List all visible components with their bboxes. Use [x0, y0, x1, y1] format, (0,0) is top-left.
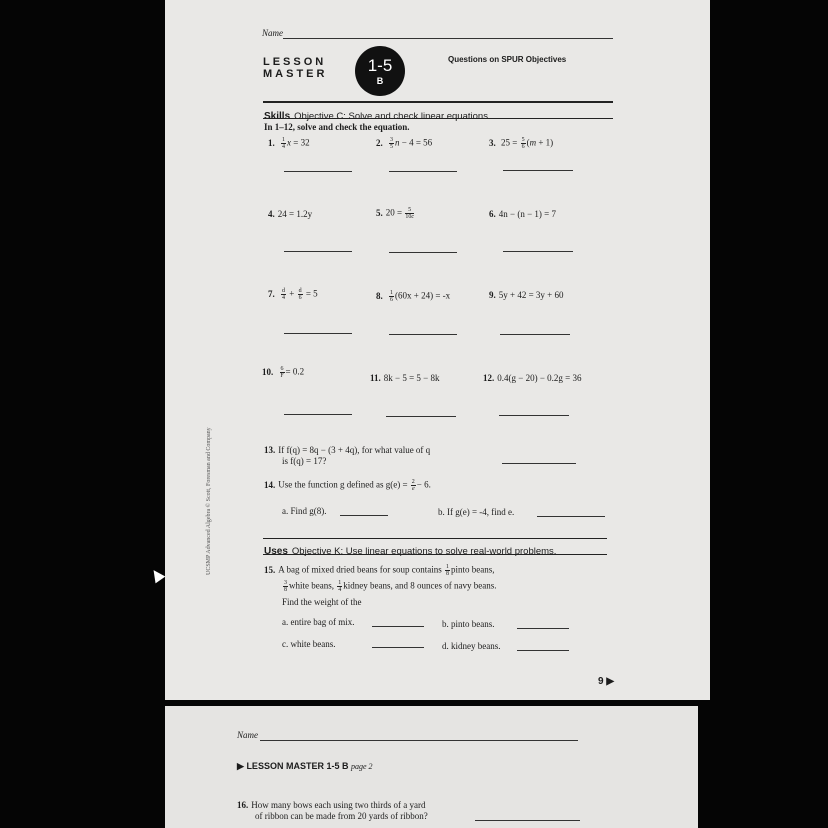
page2-name-field[interactable] [260, 740, 578, 741]
problem-5-number: 5. [376, 207, 383, 218]
name-label: Name [262, 28, 283, 38]
problem-9-number: 9. [489, 290, 496, 300]
problem-12-number: 12. [483, 373, 495, 383]
answer-blank-9[interactable] [500, 334, 570, 335]
problem-7-number: 7. [268, 288, 275, 299]
page2-header-title: LESSON MASTER 1-5 B [246, 761, 349, 771]
question-14-text: Use the function g defined as g(e) = [278, 479, 408, 490]
answer-blank-1[interactable] [284, 171, 352, 172]
question-15a: a. entire bag of mix. [282, 617, 355, 627]
problem-3-number: 3. [489, 137, 496, 148]
play-arrow-icon: ▶ [237, 761, 244, 771]
question-16-number: 16. [237, 800, 249, 810]
fraction: $\frac{1}{6}$ [390, 290, 393, 303]
answer-blank-8[interactable] [389, 334, 457, 335]
problem-4-number: 4. [268, 209, 275, 219]
question-15-line-1-tail: pinto beans, [450, 564, 495, 575]
uses-objective: Objective K: Use linear equations to solve real-world problems. [291, 546, 557, 557]
problem-9 [489, 290, 563, 300]
name-field[interactable] [283, 38, 613, 39]
fraction: $\frac{d}{6}$ [298, 288, 302, 301]
answer-blank-11[interactable] [386, 416, 456, 417]
mouse-cursor [149, 567, 166, 584]
problem-11-equation: 8k − 5 = 5 − 8k [383, 373, 440, 383]
question-15-line-1: A bag of mixed dried beans for soup contains [278, 564, 442, 575]
problem-2-number: 2. [376, 137, 383, 148]
answer-blank-15d[interactable] [517, 650, 569, 651]
problem-8 [376, 290, 450, 303]
worksheet-page-1 [165, 0, 710, 700]
question-14b: b. If g(e) = -4, find e. [438, 507, 515, 517]
page2-name-label: Name [237, 730, 258, 740]
problem-11-number: 11. [370, 373, 381, 383]
uses-divider [263, 554, 607, 555]
problem-4 [268, 209, 312, 219]
uses-word: Uses [264, 546, 288, 557]
problem-12 [483, 373, 581, 383]
page-number [598, 676, 614, 687]
question-13-number: 13. [264, 445, 276, 455]
master-label: MASTER [263, 68, 328, 80]
skills-divider [263, 118, 613, 119]
answer-blank-3[interactable] [503, 170, 573, 171]
question-15-line-3: Find the weight of the [282, 597, 362, 607]
answer-blank-5[interactable] [389, 252, 457, 253]
answer-blank-4[interactable] [284, 251, 352, 252]
lesson-badge [355, 46, 405, 96]
lesson-label: LESSON [263, 56, 327, 68]
page2-header [237, 761, 373, 772]
question-15-white-beans: white beans, [289, 580, 334, 591]
question-16 [237, 800, 425, 810]
page-number-value: 9 [598, 676, 604, 687]
problem-1: 1. $\frac{1}{4}$ x = 32 [268, 137, 310, 150]
answer-blank-7[interactable] [284, 333, 352, 334]
question-14-tail: − 6. [416, 479, 431, 490]
answer-blank-15b[interactable] [517, 628, 569, 629]
uses-heading [264, 541, 556, 559]
fraction: $\frac{d}{4}$ [282, 288, 285, 301]
problem-9-equation: 5y + 42 = 3y + 60 [498, 290, 564, 300]
question-13-line-1: If f(q) = 8q − (3 + 4q), for what value of q [278, 445, 431, 455]
question-16-line-2: of ribbon can be made from 20 yards of ribbon? [255, 811, 428, 821]
question-14a: a. Find g(8). [282, 506, 327, 516]
problem-11 [370, 373, 440, 383]
answer-blank-6[interactable] [503, 251, 573, 252]
badge-letter: B [376, 76, 384, 86]
fraction: $\frac{5}{10c}$ [405, 207, 414, 220]
answer-blank-15a[interactable] [372, 626, 424, 627]
answer-blank-2[interactable] [389, 171, 457, 172]
play-arrow-icon: ▶ [606, 676, 615, 687]
question-13-line-2: is f(q) = 17? [282, 456, 327, 466]
instructions: In 1–12, solve and check the equation. [264, 122, 410, 132]
problem-5 [376, 207, 415, 220]
fraction: $\frac{1}{4}$ [282, 137, 285, 150]
answer-blank-12[interactable] [499, 415, 569, 416]
problem-6-equation: 4n − (n − 1) = 7 [498, 209, 556, 219]
question-15b: b. pinto beans. [442, 619, 495, 629]
problem-1-number: 1. [268, 137, 275, 148]
skills-objective: Objective C: Solve and check linear equations. [294, 111, 491, 122]
problem-3: 3. 25 = $\frac{5}{6}$ (m + 1) [489, 137, 554, 150]
answer-blank-13[interactable] [502, 463, 576, 464]
worksheet-page-2 [165, 706, 698, 828]
problem-6 [489, 209, 556, 219]
problem-7: 7. $\frac{d}{4}$ + $\frac{d}{6}$ = 5 [268, 288, 318, 301]
question-15-number: 15. [264, 564, 276, 575]
question-15c: c. white beans. [282, 639, 336, 649]
problem-10 [262, 366, 304, 379]
answer-blank-14a[interactable] [340, 515, 388, 516]
header-divider [263, 101, 613, 103]
problem-8-equation: (60x + 24) = -x [395, 290, 451, 301]
fraction: $\frac{5}{6}$ [521, 137, 525, 150]
problem-4-equation: 24 = 1.2y [277, 209, 313, 219]
problem-6-number: 6. [489, 209, 496, 219]
problem-2: 2. $\frac{3}{5}$ n − 4 = 56 [376, 137, 433, 150]
fraction: $\frac{3}{8}$ [284, 580, 287, 593]
copyright-sidebar: UCSMP Advanced Algebra © Scott, Foresman and Company [206, 427, 212, 575]
fraction: $\frac{6}{F}$ [280, 366, 284, 379]
problem-5-equation: 20 = [385, 207, 403, 218]
problem-10-number: 10. [262, 366, 274, 377]
problem-10-equation: = 0.2 [285, 366, 305, 377]
badge-number: 1-5 [367, 56, 393, 75]
question-15 [264, 564, 494, 577]
answer-blank-15c[interactable] [372, 647, 424, 648]
problem-8-number: 8. [376, 290, 383, 301]
question-15d: d. kidney beans. [442, 641, 501, 651]
questions-title: Questions on SPUR Objectives [448, 55, 567, 64]
fraction: $\frac{1}{8}$ [445, 564, 449, 577]
page2-header-suffix: page 2 [350, 762, 373, 771]
fraction: $\frac{3}{5}$ [390, 137, 393, 150]
question-14 [264, 479, 431, 492]
question-15-kidney-beans: kidney beans, and 8 ounces of navy beans. [343, 580, 497, 591]
skills-word: Skills [264, 111, 291, 122]
question-14-number: 14. [264, 479, 276, 490]
answer-blank-14b[interactable] [537, 516, 605, 517]
question-16-line-1: How many bows each using two thirds of a yard [251, 800, 426, 810]
fraction: $\frac{1}{4}$ [338, 580, 342, 593]
uses-top-divider [263, 538, 607, 539]
question-13 [264, 445, 430, 455]
answer-blank-16[interactable] [475, 820, 580, 821]
problem-12-equation: 0.4(g − 20) − 0.2g = 36 [497, 373, 582, 383]
answer-blank-10[interactable] [284, 414, 352, 415]
fraction: $\frac{2}{e}$ [411, 479, 415, 492]
question-15-line-2 [282, 580, 496, 593]
